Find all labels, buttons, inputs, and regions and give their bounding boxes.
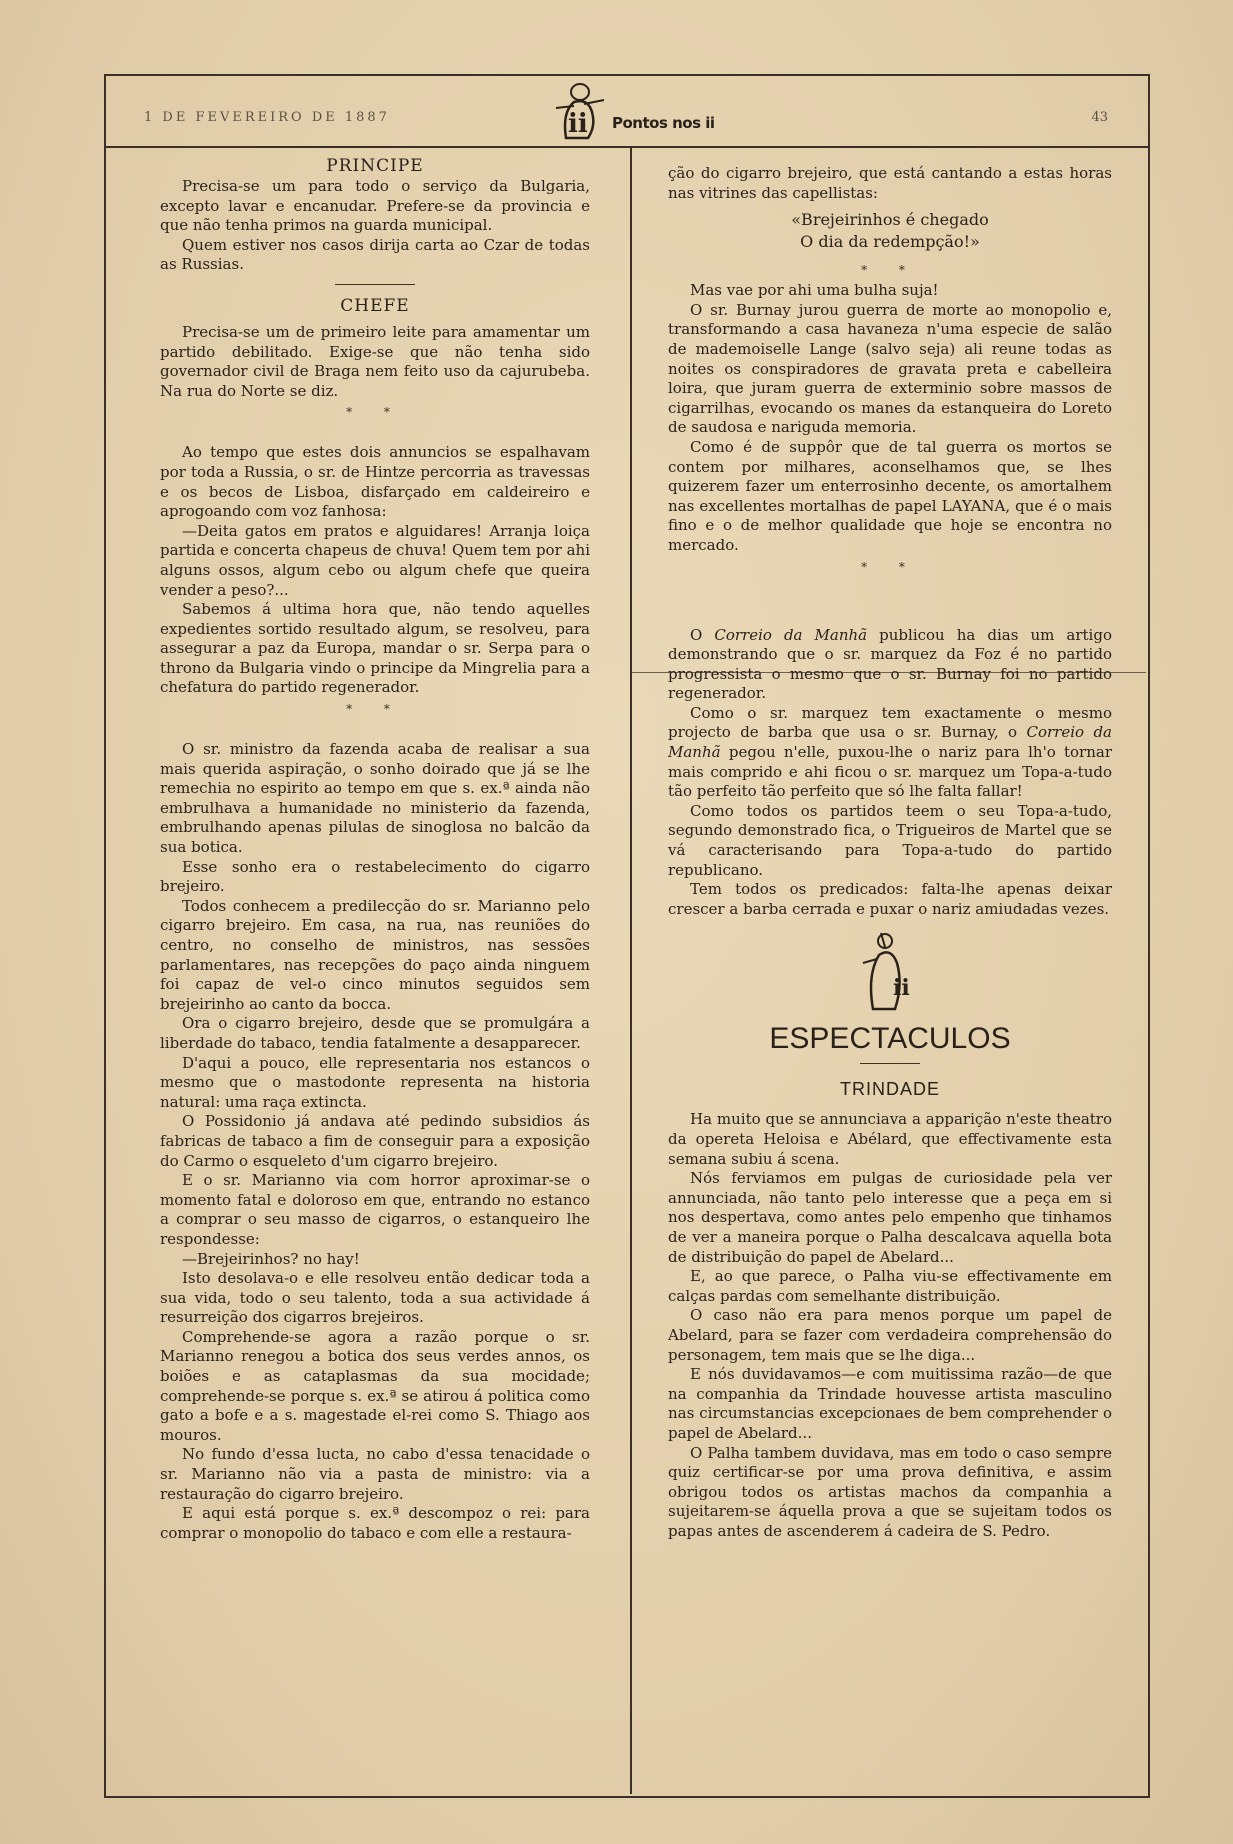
masthead-figure-icon	[544, 78, 614, 144]
page-number: 43	[1091, 110, 1108, 125]
paragraph: Comprehende-se agora a razão porque o sr. Marianno renegou a botica dos seus verdes annos, os boiões e as cataplasmas da sua mocidade; comprehende-se porque s. ex.ª se atirou á politica como gato a bofe e a s. magestade el-rei como S. Thiago aos mouros.	[160, 1327, 590, 1444]
paragraph: Ao tempo que estes dois annuncios se espalhavam por toda a Russia, o sr. de Hintze percorria as travessas e os becos de Lisboa, disfarçado em caldeireiro e aprogoando com voz fanhosa:	[160, 443, 590, 521]
separator-stars: * *	[346, 702, 404, 717]
separator-stars: * *	[861, 559, 919, 574]
paragraph: —Deita gatos em pratos e alguidares! Arranja loiça partida e concerta chapeus de chuva! Quem tem por ahi alguns ossos, algum cebo ou algum chefe que queira vender a peso?...	[160, 521, 590, 599]
paragraph: Precisa-se um para todo o serviço da Bulgaria, excepto lavar e encanudar. Prefere-se da provincia e que não tenha primos na guarda municipal.	[160, 177, 590, 235]
paragraph: O Palha tambem duvidava, mas em todo o caso sempre quiz certificar-se por uma prova definitiva, e assim obrigou todos os artistas machos da companhia a sujeitarem-se áquella prova a que se sujeitam todos os papas antes de ascenderem á cadeira de S. Pedro.	[668, 1443, 1112, 1540]
paragraph: O sr. Burnay jurou guerra de morte ao monopolio e, transformando a casa havaneza n'uma especie de salão de mademoiselle Lange (salvo seja) ali reune todas as noites os conspiradores de gravata preta e cabelleira loira, que juram guerra de exterminio sobre massos de cigarrilhas, evocando os manes da estanqueira do Loreto de saudosa e nariguda memoria.	[668, 300, 1112, 437]
paragraph: E nós duvidavamos—e com muitissima razão—de que na companhia da Trindade houvesse artista masculino nas circumstancias excepcionaes de bem comprehender o papel de Abelard...	[668, 1365, 1112, 1442]
paragraph: Isto desolava-o e elle resolveu então dedicar toda a sua vida, todo o seu talento, toda a sua actividade á resurreição dos cigarros brejeiros.	[160, 1269, 590, 1327]
verse-line: O dia da redempção!»	[800, 232, 980, 252]
masthead-title: Pontos nos ii	[612, 114, 715, 132]
newspaper-name: Correio da Manhã	[668, 723, 1112, 762]
paragraph: Mas vae por ahi uma bulha suja!	[690, 281, 939, 300]
paragraph: D'aqui a pouco, elle representaria nos estancos o mesmo que o mastodonte representa na historia natural: uma raça extincta.	[160, 1053, 590, 1111]
page-header	[104, 74, 1148, 148]
paragraph: O Possidonio já andava até pedindo subsidios ás fabricas de tabaco a fim de conseguir para a exposição do Carmo o esqueleto d'um cigarro brejeiro.	[160, 1112, 590, 1170]
ornament-figure-icon	[855, 929, 925, 1013]
paragraph: ção do cigarro brejeiro, que está cantando a estas horas nas vitrines das capellistas:	[668, 164, 1112, 202]
paragraph: Como é de suppôr que de tal guerra os mortos se contem por milhares, aconselhamos que, se lhes quizerem fazer um enterrosinho decente, os amortalhem nas excellentes mortalhas de papel LAYANA, que é o mais fino e o de melhor qualidade que hoje se encontra no mercado.	[668, 437, 1112, 554]
newspaper-name: Correio da Manhã	[714, 625, 868, 644]
paragraph: O Correio da Manhã publicou ha dias um artigo demonstrando que o sr. marquez da Foz é no partido progressista o mesmo que o sr. Burnay foi no partido regenerador.	[668, 625, 1112, 703]
paragraph: Nós ferviamos em pulgas de curiosidade pela ver annunciada, não tanto pelo interesse que a peça em si nos despertava, como antes pelo empenho que tinhamos de ver a maneira porque o Palha descalcava aquella bota de distribuição do papel de Abelard...	[668, 1169, 1112, 1266]
left-column	[160, 155, 590, 1543]
svg-text:ii: ii	[893, 975, 910, 1002]
paragraph: —Brejeirinhos? no hay!	[182, 1249, 360, 1268]
paragraph: Como todos os partidos teem o seu Topa-a-tudo, segundo demonstrado fica, o Trigueiros de Martel que se vá caracterisando para Topa-a-tudo do partido republicano.	[668, 801, 1112, 879]
paragraph: No fundo d'essa lucta, no cabo d'essa tenacidade o sr. Marianno não via a pasta de ministro: via a restauração do cigarro brejeiro.	[160, 1445, 590, 1503]
verse	[668, 209, 1112, 253]
paragraph: E aqui está porque s. ex.ª descompoz o rei: para comprar o monopolio do tabaco e com elle a restaura-	[160, 1504, 590, 1542]
espectaculos-section	[668, 929, 1112, 1100]
paragraph: Esse sonho era o restabelecimento do cigarro brejeiro.	[160, 857, 590, 896]
svg-text:ii: ii	[568, 109, 588, 139]
paragraph: Tem todos os predicados: falta-lhe apenas deixar crescer a barba cerrada e puxar o nariz amiudadas vezes.	[668, 880, 1112, 918]
separator-stars: * *	[346, 405, 404, 420]
trindade-heading: TRINDADE	[839, 1079, 940, 1100]
espectaculos-heading: ESPECTACULOS	[769, 1022, 1011, 1056]
paragraph: Ora o cigarro brejeiro, desde que se promulgára a liberdade do tabaco, tendia fatalmente a desapparecer.	[160, 1014, 590, 1052]
paragraph: O caso não era para menos porque um papel de Abelard, para se fazer com verdadeira comprehensão do personagem, tem mais que se lhe diga...	[668, 1306, 1112, 1364]
issue-date: 1 DE FEVEREIRO DE 1887	[144, 110, 390, 125]
paragraph: E, ao que parece, o Palha viu-se effectivamente em calças pardas com semelhante distribuição.	[668, 1267, 1112, 1305]
short-rule	[335, 284, 415, 285]
masthead	[544, 78, 724, 144]
paragraph: O sr. ministro da fazenda acaba de realisar a sua mais querida aspiração, o sonho doirado que já se lhe remechia no espirito ao tempo em que s. ex.ª ainda não embrulhava a humanidade no ministerio da fazenda, embrulhando apenas pilulas de sinoglosa no balcão da sua botica.	[160, 740, 590, 857]
paragraph: Precisa-se um de primeiro leite para amamentar um partido debilitado. Exige-se que não tenha sido governador civil de Braga nem feito uso da cajurubeba. Na rua do Norte se diz.	[160, 322, 590, 400]
column-divider	[630, 146, 632, 1794]
paragraph: Como o sr. marquez tem exactamente o mesmo projecto de barba que usa o sr. Burnay, o Correio da Manhã pegou n'elle, puxou-lhe o nariz para lh'o tornar mais comprido e ahi ficou o sr. marquez um Topa-a-tudo tão perfeito tão perfeito que só lhe falta fallar!	[668, 703, 1112, 801]
chefe-heading: CHEFE	[340, 295, 410, 316]
verse-line: «Brejeirinhos é chegado	[791, 210, 989, 230]
paragraph: E o sr. Marianno via com horror aproximar-se o momento fatal e doloroso em que, entrando no estanco a comprar o seu masso de cigarros, o estanqueiro lhe respondesse:	[160, 1171, 590, 1248]
paragraph: Ha muito que se annunciava a apparição n'este theatro da opereta Heloisa e Abélard, que effectivamente esta semana subiu á scena.	[668, 1110, 1112, 1168]
paragraph: Sabemos á ultima hora que, não tendo aquelles expedientes sortido resultado algum, se resolveu, para assegurar a paz da Europa, mandar o sr. Serpa para o throno da Bulgaria vindo o principe da Mingrelia para a chefatura do partido regenerador.	[160, 600, 590, 697]
paragraph: Quem estiver nos casos dirija carta ao Czar de todas as Russias.	[160, 235, 590, 274]
paragraph: Todos conhecem a predilecção do sr. Marianno pelo cigarro brejeiro. Em casa, na rua, nas reuniões do centro, no conselho de ministros, nas sessões parlamentares, nas recepções do paço ainda ninguem foi capaz de vel-o cinco minutos seguidos sem brejeirinho ao canto da bocca.	[160, 896, 590, 1013]
separator-stars: * *	[861, 263, 919, 278]
principe-heading: PRINCIPE	[326, 156, 424, 176]
short-rule	[860, 1063, 920, 1064]
right-column	[668, 164, 1112, 1541]
